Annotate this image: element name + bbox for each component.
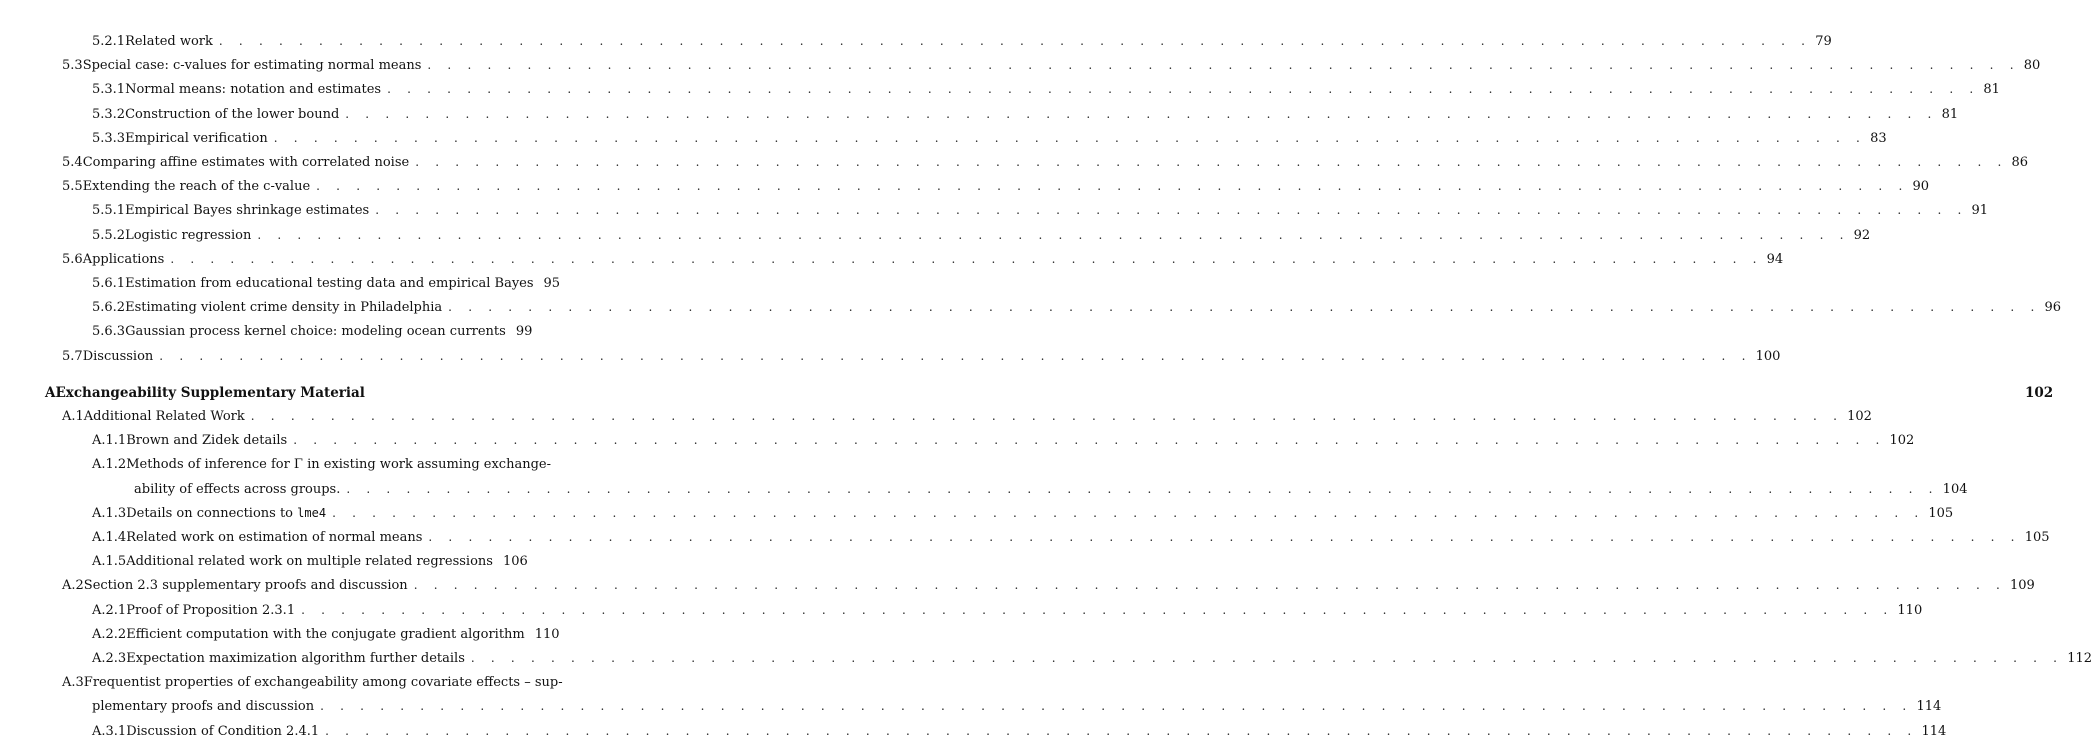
toc-number: 5.3.1 [92, 82, 126, 98]
toc-page-number: 90 [1912, 179, 1930, 195]
toc-subsection[interactable] [92, 300, 2062, 316]
toc-number: 5.6.3 [92, 324, 126, 340]
toc-number: 5.2.1 [92, 34, 126, 49]
toc-subsection[interactable] [92, 34, 1832, 49]
toc-page-number: 102 [1847, 409, 1872, 424]
dot-leader: . . . . . . . . . . . . . . . . . . . . . . . . . . . . . . . . . . . . . . . . . . . . . . . . . . . . . . . . . . . . . . . . . . . . . . . . . . . . . . . . [325, 723, 1918, 738]
toc-page-number: 81 [1983, 82, 2000, 98]
toc-page-number: 105 [2024, 530, 2050, 545]
toc-page-number: 80 [2023, 58, 2041, 74]
toc-number: 5.5.1 [92, 203, 126, 219]
toc-number: A.2 [62, 578, 84, 594]
dot-leader: . . . . . . . . . . . . . . . . . . . . . . . . . . . . . . . . . . . . . . . . . . . . . . . . . . . . . . . . . . . . . . . . . . . . . . . . . . . . . . . . [250, 409, 1844, 423]
toc-number: 5.6.2 [92, 300, 126, 316]
toc-subsection[interactable] [92, 723, 1947, 739]
toc-page-number: 114 [1921, 723, 1947, 739]
dot-leader: . . . . . . . . . . . . . . . . . . . . . . . . . . . . . . . . . . . . . . . . . . . . . . . . . . . . . . . . . . . . . . . . . . . . . . . . . . . . . . . . [428, 530, 2021, 544]
toc-number: 5.7 [62, 348, 83, 364]
toc-page-number: 99 [515, 324, 533, 340]
toc-title: Details on connections to lme4 [126, 505, 327, 521]
toc-subsection[interactable] [92, 554, 528, 570]
toc-subsection[interactable] [92, 276, 561, 291]
dot-leader: . . . . . . . . . . . . . . . . . . . . . . . . . . . . . . . . . . . . . . . . . . . . . . . . . . . . . . . . . . . . . . . . . . . . . . . . . . . . . . . . [170, 251, 1763, 266]
toc-number: A [45, 384, 56, 401]
dot-leader: . . . . . . . . . . . . . . . . . . . . . . . . . . . . . . . . . . . . . . . . . . . . . . . . . . . . . . . . . . . . . . . . . . . . . . . . . . . . . . . . [293, 433, 1886, 448]
dot-leader: . . . . . . . . . . . . . . . . . . . . . . . . . . . . . . . . . . . . . . . . . . . . . . . . . . . . . . . . . . . . . . . . . . . . . . . . . . . . . . . . [375, 203, 1968, 218]
toc-title: Applications [82, 251, 165, 267]
toc-number: A.3.1 [92, 723, 127, 739]
dot-leader: . . . . . . . . . . . . . . . . . . . . . . . . . . . . . . . . . . . . . . . . . . . . . . . . . . . . . . . . . . . . . . . . . . . . . . . . . . . . . . . . [448, 300, 2041, 315]
toc-page-number: 106 [502, 554, 528, 570]
toc-page-number: 110 [534, 626, 560, 642]
toc-title: Methods of inference for Γ in existing work assuming exchange- [126, 457, 551, 473]
dot-leader: . . . . . . . . . . . . . . . . . . . . . . . . . . . . . . . . . . . . . . . . . . . . . . . . . . . . . . . . . . . . . . . . . . . . . . . . . . . . . . . . [470, 651, 2064, 665]
toc-title: Additional related work on multiple related regressions [126, 554, 493, 570]
toc-number: 5.3 [62, 58, 83, 74]
toc-page-number: 114 [1916, 699, 1942, 715]
toc-page-number: 91 [1971, 203, 1989, 219]
toc-subsection[interactable] [92, 505, 1954, 521]
toc-title: Empirical verification [125, 130, 268, 146]
toc-title: Frequentist properties of exchangeability among covariate effects – sup- [83, 675, 563, 691]
toc-number: 5.4 [62, 155, 83, 170]
toc-continuation[interactable] [92, 699, 1942, 715]
toc-section[interactable] [62, 58, 2041, 74]
dot-leader: . . . . . . . . . . . . . . . . . . . . . . . . . . . . . . . . . . . . . . . . . . . . . . . . . . . . . . . . . . . . . . . . . . . . . . . . . . . . . . . . [427, 58, 2020, 73]
toc-number: 5.6.1 [92, 276, 126, 291]
toc-number: 5.5 [62, 179, 83, 195]
toc-title: Construction of the lower bound [125, 106, 340, 122]
toc-title: Additional Related Work [83, 409, 245, 424]
toc-title: Discussion [82, 348, 154, 364]
toc-subsection[interactable] [92, 227, 1871, 243]
dot-leader: . . . . . . . . . . . . . . . . . . . . . . . . . . . . . . . . . . . . . . . . . . . . . . . . . . . . . . . . . . . . . . . . . . . . . . . . . . . . . . . . [345, 106, 1938, 121]
toc-section[interactable] [62, 155, 2029, 170]
dot-leader: . . . . . . . . . . . . . . . . . . . . . . . . . . . . . . . . . . . . . . . . . . . . . . . . . . . . . . . . . . . . . . . . . . . . . . . . . . . . . . . . [218, 34, 1812, 48]
toc-subsection[interactable] [92, 457, 551, 473]
dot-leader: . . . . . . . . . . . . . . . . . . . . . . . . . . . . . . . . . . . . . . . . . . . . . . . . . . . . . . . . . . . . . . . . . . . . . . . . . . . . . . . . [320, 699, 1913, 714]
toc-section[interactable] [62, 251, 1784, 267]
toc-subsection[interactable] [92, 626, 560, 642]
toc-title: Brown and Zidek details [126, 433, 288, 449]
dot-leader: . . . . . . . . . . . . . . . . . . . . . . . . . . . . . . . . . . . . . . . . . . . . . . . . . . . . . . . . . . . . . . . . . . . . . . . . . . . . . . . . [332, 505, 1925, 520]
toc-page-number: 94 [1766, 251, 1784, 267]
toc-number: A.1.5 [92, 554, 127, 570]
toc-chapter[interactable] [45, 384, 2054, 401]
toc-title: Estimation from educational testing data and empirical Bayes [125, 276, 534, 291]
toc-title: Gaussian process kernel choice: modeling ocean currents [125, 324, 506, 340]
dot-leader: . . . . . . . . . . . . . . . . . . . . . . . . . . . . . . . . . . . . . . . . . . . . . . . . . . . . . . . . . . . . . . . . . . . . . . . . . . . . . . . . [316, 179, 1909, 194]
toc-title: Empirical Bayes shrinkage estimates [125, 203, 370, 219]
toc-subsection[interactable] [92, 602, 1923, 618]
toc-title: Section 2.3 supplementary proofs and discussion [83, 578, 408, 594]
toc-page-number: 102 [1889, 433, 1915, 449]
toc-subsection[interactable] [92, 130, 1887, 146]
toc-section[interactable] [62, 675, 563, 691]
toc-title-continued: ability of effects across groups. [134, 481, 341, 497]
toc-title: Comparing affine estimates with correlated noise [82, 155, 410, 170]
toc-section[interactable] [62, 578, 2035, 594]
toc-number: 5.5.2 [92, 227, 126, 243]
dot-leader: . . . . . . . . . . . . . . . . . . . . . . . . . . . . . . . . . . . . . . . . . . . . . . . . . . . . . . . . . . . . . . . . . . . . . . . . . . . . . . . . [273, 130, 1867, 145]
toc-number: A.1 [62, 409, 84, 424]
dot-leader: . . . . . . . . . . . . . . . . . . . . . . . . . . . . . . . . . . . . . . . . . . . . . . . . . . . . . . . . . . . . . . . . . . . . . . . . . . . . . . . . [257, 227, 1850, 242]
dot-leader: . . . . . . . . . . . . . . . . . . . . . . . . . . . . . . . . . . . . . . . . . . . . . . . . . . . . . . . . . . . . . . . . . . . . . . . . . . . . . . . . [413, 578, 2006, 593]
dot-leader: . . . . . . . . . . . . . . . . . . . . . . . . . . . . . . . . . . . . . . . . . . . . . . . . . . . . . . . . . . . . . . . . . . . . . . . . . . . . . . . . [387, 82, 1980, 97]
toc-subsection[interactable] [92, 530, 2050, 545]
toc-continuation[interactable] [134, 481, 1968, 497]
toc-code-term: lme4 [297, 505, 327, 520]
dot-leader: . . . . . . . . . . . . . . . . . . . . . . . . . . . . . . . . . . . . . . . . . . . . . . . . . . . . . . . . . . . . . . . . . . . . . . . . . . . . . . . . [301, 602, 1894, 617]
toc-title: Related work on estimation of normal means [126, 530, 423, 545]
toc-page-number: 100 [1755, 348, 1781, 364]
dot-leader: . . . . . . . . . . . . . . . . . . . . . . . . . . . . . . . . . . . . . . . . . . . . . . . . . . . . . . . . . . . . . . . . . . . . . . . . . . . . . . . . [159, 348, 1752, 363]
toc-title: Extending the reach of the c-value [82, 179, 311, 195]
toc-subsection[interactable] [92, 82, 2000, 98]
toc-page-number: 79 [1815, 34, 1832, 49]
toc-number: A.2.2 [92, 626, 127, 642]
toc-section[interactable] [62, 348, 1781, 364]
toc-number: A.2.1 [92, 602, 127, 618]
toc-number: 5.3.3 [92, 130, 126, 146]
dot-leader: . . . . . . . . . . . . . . . . . . . . . . . . . . . . . . . . . . . . . . . . . . . . . . . . . . . . . . . . . . . . . . . . . . . . . . . . . . . . . . . . [415, 155, 2008, 169]
toc-title: Normal means: notation and estimates [125, 82, 382, 98]
toc-number: 5.6 [62, 251, 83, 267]
dot-leader: . . . . . . . . . . . . . . . . . . . . . . . . . . . . . . . . . . . . . . . . . . . . . . . . . . . . . . . . . . . . . . . . . . . . . . . . . . . . . . . . [346, 481, 1939, 496]
toc-title: Estimating violent crime density in Philadelphia [125, 300, 443, 316]
toc-page-number: 81 [1941, 106, 1959, 122]
toc-number: 5.3.2 [92, 106, 126, 122]
toc-title: Proof of Proposition 2.3.1 [126, 602, 296, 618]
toc-title-continued: plementary proofs and discussion [92, 699, 315, 715]
toc-page-number: 105 [1928, 505, 1954, 521]
toc-page-number: 109 [2010, 578, 2035, 594]
toc-page-number: 110 [1897, 602, 1923, 618]
toc-subsection[interactable] [92, 106, 1959, 122]
toc-subsection[interactable] [92, 651, 2092, 666]
toc-number: A.1.2 [92, 457, 127, 473]
toc-page-number: 86 [2011, 155, 2029, 170]
toc-page-number: 95 [543, 276, 561, 291]
toc-subsection[interactable] [92, 203, 1989, 219]
toc-title: Expectation maximization algorithm further details [126, 651, 465, 666]
toc-page-number: 112 [2067, 651, 2092, 666]
toc-title: Special case: c-values for estimating normal means [82, 58, 422, 74]
toc-page-number: 92 [1853, 227, 1871, 243]
toc-title: Efficient computation with the conjugate gradient algorithm [126, 626, 525, 642]
toc-section[interactable] [62, 409, 1872, 424]
toc-title: Exchangeability Supplementary Material [55, 384, 365, 401]
toc-subsection[interactable] [92, 433, 1915, 449]
toc-number: A.2.3 [92, 651, 127, 666]
toc-page-number: 96 [2044, 300, 2062, 316]
toc-number: A.1.1 [92, 433, 127, 449]
toc-title: Logistic regression [125, 227, 252, 243]
toc-page-number: 83 [1870, 130, 1887, 146]
toc-number: A.1.4 [92, 530, 127, 545]
toc-number: A.1.3 [92, 505, 127, 521]
toc-number: A.3 [62, 675, 84, 691]
toc-subsection[interactable] [92, 324, 533, 340]
toc-section[interactable] [62, 179, 1930, 195]
toc-page-number: 102 [2025, 384, 2054, 401]
toc-title: Related work [125, 34, 213, 49]
toc-title: Discussion of Condition 2.4.1 [126, 723, 320, 739]
toc-page-number: 104 [1942, 481, 1968, 497]
